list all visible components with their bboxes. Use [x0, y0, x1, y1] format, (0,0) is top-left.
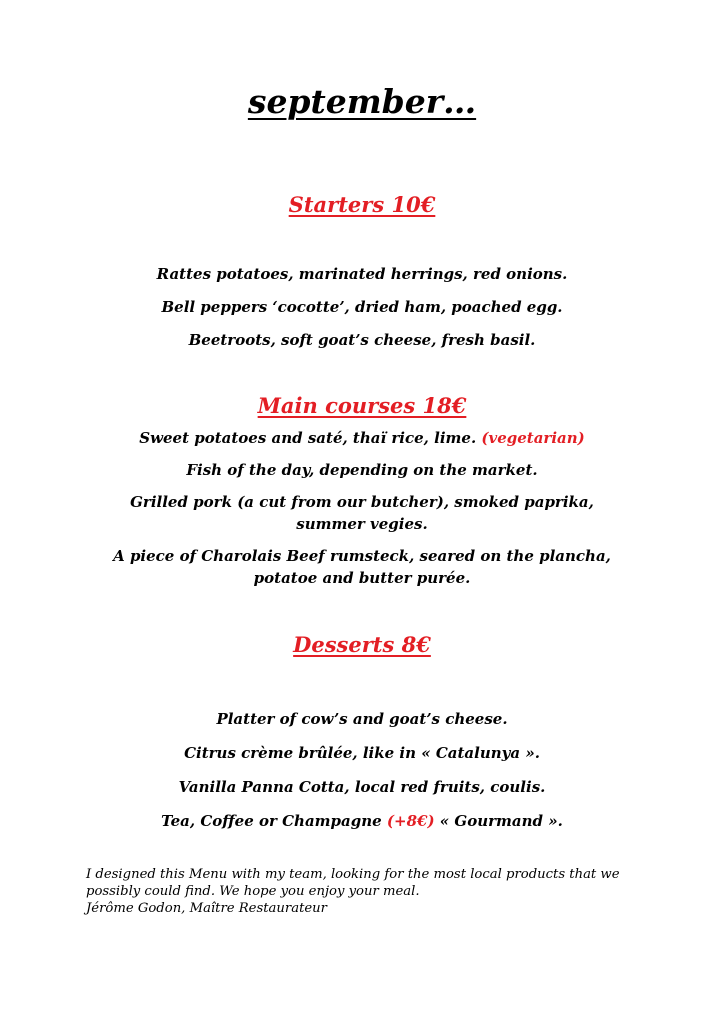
mains-heading: Main courses 18€	[257, 393, 467, 418]
desserts-list	[0, 708, 724, 832]
main-item-line: Grilled pork (a cut from our butcher), smoked paprika,	[130, 493, 594, 511]
dessert-item-text: « Gourmand ».	[434, 812, 563, 830]
starters-list	[0, 263, 724, 351]
starters-heading: Starters 10€	[288, 192, 436, 217]
chef-signature: Jérôme Godon, Maître Restaurateur	[86, 901, 327, 916]
vegetarian-tag: (vegetarian)	[481, 429, 585, 447]
chef-note-line: I designed this Menu with my team, looking for the most local products that we	[86, 867, 620, 882]
chef-note	[86, 866, 666, 917]
mains-list	[0, 427, 724, 589]
dessert-item: Citrus crème brûlée, like in « Catalunya ».	[184, 744, 540, 762]
dessert-item: Platter of cow’s and goat’s cheese.	[216, 710, 508, 728]
main-item	[0, 491, 724, 513]
dessert-item: Vanilla Panna Cotta, local red fruits, coulis.	[178, 778, 546, 796]
desserts-heading: Desserts 8€	[293, 632, 431, 657]
dessert-item	[0, 810, 724, 832]
main-item	[0, 427, 724, 449]
main-item-line: potatoe and butter purée.	[253, 569, 471, 587]
dessert-item-text: Tea, Coffee or Champagne	[161, 812, 387, 830]
main-item-line: A piece of Charolais Beef rumsteck, seared on the plancha,	[113, 547, 611, 565]
main-item-continued	[0, 567, 724, 589]
main-item	[0, 545, 724, 567]
starter-item: Beetroots, soft goat’s cheese, fresh basil.	[188, 331, 536, 349]
main-item-text: Sweet potatoes and saté, thaï rice, lime.	[139, 429, 482, 447]
starter-item: Rattes potatoes, marinated herrings, red onions.	[156, 265, 568, 283]
main-item-continued	[0, 513, 724, 535]
main-item-line: summer vegies.	[296, 515, 428, 533]
chef-note-line: possibly could find. We hope you enjoy your meal.	[86, 884, 420, 899]
menu-title: september…	[247, 82, 477, 121]
dessert-surcharge: (+8€)	[386, 812, 435, 830]
main-item: Fish of the day, depending on the market.	[186, 461, 538, 479]
starter-item: Bell peppers ‘cocotte’, dried ham, poached egg.	[161, 298, 563, 316]
